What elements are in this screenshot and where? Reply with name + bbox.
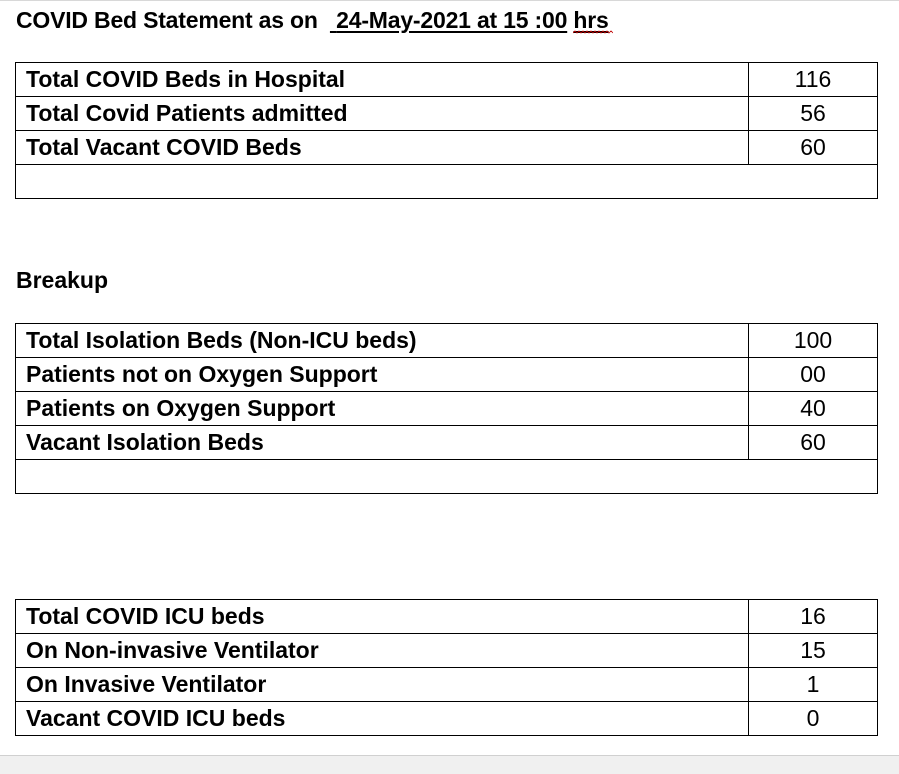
document-title	[16, 7, 609, 34]
row-value: 0	[749, 702, 878, 736]
table-row	[16, 634, 878, 668]
table-row	[16, 63, 878, 97]
row-value: 15	[749, 634, 878, 668]
row-value: 60	[749, 131, 878, 165]
window-bottom-strip	[0, 755, 899, 774]
row-label: Total Isolation Beds (Non-ICU beds)	[16, 324, 749, 358]
table-row-empty	[16, 460, 878, 494]
row-value: 100	[749, 324, 878, 358]
table-row	[16, 324, 878, 358]
breakup-heading: Breakup	[16, 267, 109, 293]
row-label: Patients not on Oxygen Support	[16, 358, 749, 392]
row-value: 116	[749, 63, 878, 97]
row-label: Total COVID ICU beds	[16, 600, 749, 634]
table-row	[16, 702, 878, 736]
title-prefix: COVID Bed Statement as on	[16, 7, 318, 33]
title-suffix: hrs	[573, 7, 608, 33]
row-value: 1	[749, 668, 878, 702]
row-label: Patients on Oxygen Support	[16, 392, 749, 426]
isolation-beds-table	[15, 323, 878, 494]
title-date: 24-May-2021 at 15 :00	[336, 7, 568, 33]
row-label: Total COVID Beds in Hospital	[16, 63, 749, 97]
table-row	[16, 392, 878, 426]
row-value: 16	[749, 600, 878, 634]
table-row	[16, 668, 878, 702]
row-value: 00	[749, 358, 878, 392]
table-row	[16, 426, 878, 460]
table-row	[16, 600, 878, 634]
row-value: 56	[749, 97, 878, 131]
spellcheck-squiggle-icon	[573, 30, 613, 34]
table-row-empty	[16, 165, 878, 199]
table-row	[16, 97, 878, 131]
row-label: Vacant Isolation Beds	[16, 426, 749, 460]
row-value: 60	[749, 426, 878, 460]
row-value: 40	[749, 392, 878, 426]
row-label: On Non-invasive Ventilator	[16, 634, 749, 668]
table-row	[16, 131, 878, 165]
table-row	[16, 358, 878, 392]
empty-cell	[16, 165, 878, 199]
empty-cell	[16, 460, 878, 494]
row-label: Total Vacant COVID Beds	[16, 131, 749, 165]
summary-table	[15, 62, 878, 199]
row-label: Vacant COVID ICU beds	[16, 702, 749, 736]
row-label: Total Covid Patients admitted	[16, 97, 749, 131]
row-label: On Invasive Ventilator	[16, 668, 749, 702]
icu-beds-table	[15, 599, 878, 736]
